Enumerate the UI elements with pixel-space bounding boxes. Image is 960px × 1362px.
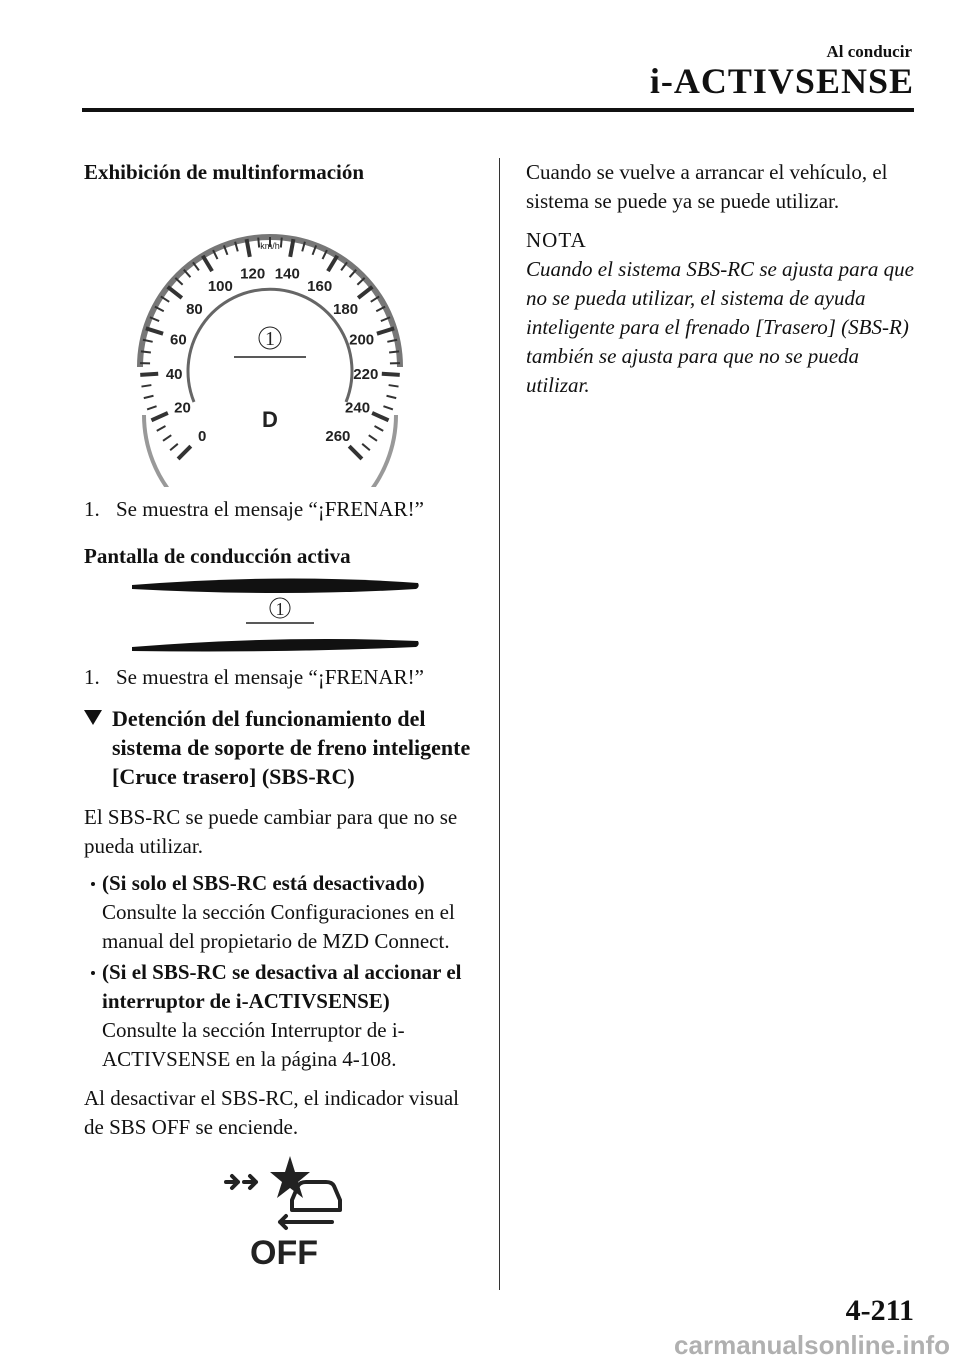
- speedometer-minor-tick: [281, 238, 282, 248]
- gear-indicator: D: [262, 407, 278, 432]
- speedometer-minor-tick: [141, 351, 151, 352]
- watermark: carmanualsonline.info: [674, 1330, 950, 1360]
- collision-star-shape: [270, 1156, 310, 1198]
- speedometer-tick-label: 60: [170, 331, 187, 349]
- speedometer-minor-tick: [184, 270, 191, 277]
- display-callout-number: 1: [275, 599, 285, 619]
- caption-2-text: Se muestra el mensaje “¡FRENAR!”: [116, 665, 424, 689]
- speedometer-major-tick: [168, 287, 182, 298]
- speedometer-minor-tick: [369, 435, 377, 441]
- speedometer-tick-label: 240: [345, 399, 371, 417]
- speedometer-callout-number: 1: [265, 328, 275, 350]
- speedometer-minor-tick: [141, 385, 151, 387]
- speedometer-major-tick: [290, 239, 293, 257]
- speedometer-tick-label: 220: [353, 365, 379, 383]
- speedometer-major-tick: [372, 413, 388, 420]
- speedometer-tick-label: 200: [349, 331, 375, 349]
- speedometer-major-tick: [382, 374, 400, 375]
- caption-1-text: Se muestra el mensaje “¡FRENAR!”: [116, 497, 424, 521]
- reverse-arrow-shape: [280, 1216, 332, 1228]
- speedometer-tick-label: 80: [186, 300, 203, 318]
- speedometer-major-tick: [247, 239, 250, 257]
- header-rule: [82, 108, 914, 112]
- bullet-title: (Si el SBS-RC se desactiva al accionar el interruptor de i-ACTIVSENSE): [102, 960, 462, 1013]
- display-top-bar: [132, 578, 419, 593]
- section-heading: [84, 704, 474, 791]
- speedometer-major-tick: [178, 446, 191, 459]
- speedometer-major-tick: [151, 413, 167, 420]
- off-label: OFF: [250, 1234, 318, 1272]
- caption-2: [84, 663, 474, 692]
- speedometer-major-tick: [140, 374, 158, 375]
- triangle-down-icon: [84, 710, 102, 725]
- speedometer-minor-tick: [383, 406, 392, 409]
- speedometer-minor-tick: [144, 396, 154, 398]
- display-bottom-bar: [132, 639, 419, 652]
- column-divider: [499, 158, 500, 1290]
- speedometer-minor-tick: [362, 444, 370, 450]
- speedometer-tick-label: 120: [240, 265, 266, 283]
- car-outline-shape: [292, 1182, 340, 1210]
- speedometer-tick-label: 40: [165, 365, 183, 383]
- bullet-text: Consulte la sección Configuraciones en el manual del propietario de MZD Connect.: [102, 900, 455, 953]
- incoming-arrow-shape-2: [244, 1176, 256, 1188]
- speedometer-major-tick: [349, 446, 362, 459]
- bullet-item: [84, 869, 474, 956]
- speedometer-minor-tick: [157, 426, 166, 431]
- section-title: Detención del funcionamiento del sistema de soporte de freno inteligente [Cruce trasero] (SBS-RC): [112, 706, 471, 789]
- right-column: [526, 158, 918, 400]
- bullet-dot-icon: [91, 882, 95, 886]
- caption-1-number: 1.: [84, 497, 100, 521]
- nota-text: Cuando el sistema SBS-RC se ajusta para que no se pueda utilizar, el sistema de ayuda inteligente para el frenado [Trasero] (SBS-R) también se ajusta para que no se pueda utilizar.: [526, 257, 914, 397]
- speedometer-figure: [70, 197, 470, 487]
- speedometer-minor-tick: [175, 278, 182, 285]
- page-number: 4-211: [845, 1294, 914, 1327]
- bullet-text: Consulte la sección Interruptor de i-ACTIVSENSE en la página 4-108.: [102, 1018, 405, 1071]
- sbs-off-indicator-figure: [222, 1152, 352, 1272]
- speedometer-minor-tick: [147, 406, 156, 409]
- speedometer-minor-tick: [170, 444, 178, 450]
- speedometer-unit: km/h: [260, 241, 280, 251]
- speedometer-minor-tick: [389, 385, 399, 387]
- speedometer-minor-tick: [357, 278, 364, 285]
- left-column: [84, 158, 474, 1272]
- speedometer-minor-tick: [350, 270, 357, 277]
- speedometer-graphic: [70, 197, 470, 487]
- bullet-title: (Si solo el SBS-RC está desactivado): [102, 871, 425, 895]
- nota-label: NOTA: [526, 228, 587, 252]
- active-display-heading: Pantalla de conducción activa: [84, 544, 351, 568]
- active-display-graphic: [128, 575, 438, 655]
- bullet-dot-icon: [91, 971, 95, 975]
- speedometer-minor-tick: [387, 396, 397, 398]
- speedometer-tick-label: 260: [325, 427, 351, 445]
- multi-info-heading: Exhibición de multinformación: [84, 160, 365, 184]
- speedometer-tick-label: 20: [174, 399, 191, 417]
- speedometer-minor-tick: [258, 238, 259, 248]
- speedometer-minor-tick: [375, 426, 384, 431]
- speedometer-tick-label: 160: [307, 277, 333, 295]
- speedometer-minor-tick: [163, 435, 171, 441]
- caption-2-number: 1.: [84, 665, 100, 689]
- speedometer-major-tick: [358, 287, 372, 298]
- speedometer-tick-label: 100: [207, 277, 233, 295]
- speedometer-tick-label: 140: [274, 265, 300, 283]
- sbs-off-icon: [222, 1152, 352, 1272]
- speedometer-major-tick: [328, 256, 337, 271]
- speedometer-major-tick: [203, 256, 212, 271]
- caption-1: [84, 495, 474, 524]
- speedometer-major-tick: [146, 328, 163, 333]
- speedometer-tick-label: 0: [197, 427, 207, 445]
- speedometer-major-tick: [377, 328, 394, 333]
- intro-paragraph: El SBS-RC se puede cambiar para que no se pueda utilizar.: [84, 805, 458, 858]
- bullet-item: [84, 958, 474, 1074]
- header-chapter: Al conducir: [826, 42, 912, 61]
- active-display-figure: [128, 575, 438, 655]
- header-title: i-ACTIVSENSE: [649, 61, 914, 101]
- restart-paragraph: Cuando se vuelve a arrancar el vehículo, el sistema se puede ya se puede utilizar.: [526, 160, 888, 213]
- incoming-arrow-shape: [226, 1176, 238, 1188]
- off-paragraph: Al desactivar el SBS-RC, el indicador visual de SBS OFF se enciende.: [84, 1086, 460, 1139]
- speedometer-minor-tick: [389, 351, 399, 352]
- speedometer-tick-label: 180: [333, 300, 359, 318]
